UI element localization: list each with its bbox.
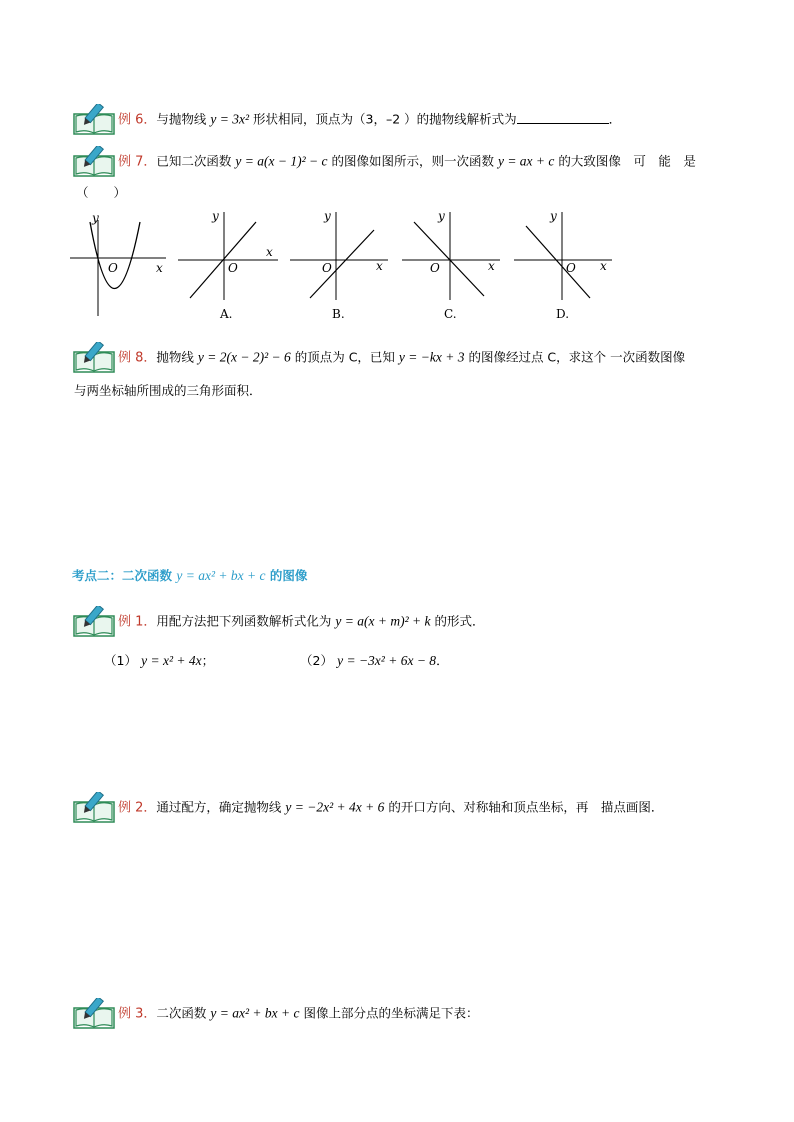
option-c-graph[interactable] — [402, 209, 500, 321]
equation: y = a(x + m)² + k — [335, 613, 431, 629]
option-a-graph[interactable] — [178, 209, 278, 321]
equation: y = ax² + bx + c — [176, 568, 266, 583]
equation: y = −3x² + 6x − 8 — [337, 653, 437, 668]
option-label: C. — [444, 307, 457, 321]
x-axis-label: x — [156, 261, 163, 275]
x-axis-label: x — [376, 259, 383, 273]
example-label: 例 8． — [118, 350, 157, 366]
subproblem-label: （2） — [300, 653, 333, 668]
section-title: 的图像 — [265, 568, 308, 583]
example-8 — [72, 342, 685, 374]
y-axis-label: y — [92, 211, 99, 225]
example-text: 的形式． — [430, 613, 485, 629]
example-1 — [72, 606, 484, 638]
example-7 — [72, 146, 696, 178]
book-pencil-icon — [72, 146, 116, 178]
subproblem-2 — [300, 650, 449, 673]
origin-label: O — [566, 261, 576, 275]
book-pencil-icon — [72, 342, 116, 374]
subproblem-label: （1） — [104, 653, 137, 668]
origin-label: O — [322, 261, 332, 275]
origin-label: O — [430, 261, 440, 275]
equation: y = a(x − 1)² − c — [235, 153, 328, 169]
equation: y = −kx + 3 — [398, 349, 465, 365]
option-label: D. — [556, 307, 570, 321]
example-text: 与抛物线 — [156, 111, 211, 127]
subproblem-end: ． — [436, 653, 449, 668]
option-label: A. — [220, 307, 233, 321]
option-b-graph[interactable] — [290, 209, 388, 321]
example-label: 例 7． — [118, 154, 157, 170]
y-axis-label: y — [324, 209, 331, 223]
x-axis-label: x — [600, 259, 607, 273]
example-text: 的大致图像 可 能 是 — [554, 153, 696, 169]
parabola-graph — [70, 211, 166, 316]
book-pencil-icon — [72, 104, 116, 136]
example-text: 抛物线 — [156, 349, 198, 365]
example-text-continued: 与两坐标轴所围成的三角形面积． — [74, 383, 262, 398]
y-axis-label: y — [212, 209, 219, 223]
equation: y = x² + 4x — [141, 653, 202, 668]
x-axis-label: x — [488, 259, 495, 273]
book-pencil-icon — [72, 998, 116, 1030]
section-title: 考点二：二次函数 — [72, 568, 177, 583]
subproblem-end: ； — [201, 653, 215, 668]
book-pencil-icon — [72, 792, 116, 824]
example-text: 通过配方，确定抛物线 — [156, 799, 286, 815]
y-axis-label: y — [438, 209, 445, 223]
example-text: 的图像如图所示，则一次函数 — [327, 153, 498, 169]
origin-label: O — [228, 261, 238, 275]
equation: y = ax² + bx + c — [210, 1005, 300, 1021]
answer-blank[interactable] — [517, 109, 609, 124]
example-label: 例 2． — [118, 800, 157, 816]
example-text: 的顶点为 C，已知 — [290, 349, 399, 365]
example-text: 用配方法把下列函数解析式化为 — [156, 613, 336, 629]
equation: y = −2x² + 4x + 6 — [285, 799, 385, 815]
example-label: 例 6． — [118, 112, 157, 128]
example-text: 已知二次函数 — [156, 153, 236, 169]
example-text: 的图像经过点 C，求这个 一次函数图像 — [464, 349, 686, 365]
x-axis-label: x — [266, 245, 273, 259]
example-2 — [72, 792, 663, 824]
book-pencil-icon — [72, 606, 116, 638]
example-text: 的开口方向、对称轴和顶点坐标，再 描点画图． — [384, 799, 664, 815]
example-6 — [72, 104, 621, 136]
graph-row — [68, 200, 628, 330]
example-label: 例 3． — [118, 1006, 157, 1022]
equation: y = 3x² — [210, 111, 250, 127]
example-label: 例 1． — [118, 614, 157, 630]
origin-label: O — [108, 261, 118, 275]
equation: y = 2(x − 2)² − 6 — [197, 349, 291, 365]
option-label: B. — [332, 307, 345, 321]
subproblem-1 — [104, 650, 214, 673]
option-d-graph[interactable] — [514, 209, 612, 321]
example-text: 二次函数 — [156, 1005, 211, 1021]
y-axis-label: y — [550, 209, 557, 223]
example-text: 形状相同，顶点为（3，–2 ）的抛物线解析式为 — [249, 111, 517, 127]
equation: y = ax + c — [497, 153, 555, 169]
example-text: ． — [608, 111, 622, 127]
choice-parentheses: （ ） — [76, 185, 127, 200]
section-heading — [72, 565, 307, 588]
example-3 — [72, 998, 478, 1030]
example-text: 图像上部分点的坐标满足下表： — [299, 1005, 479, 1021]
